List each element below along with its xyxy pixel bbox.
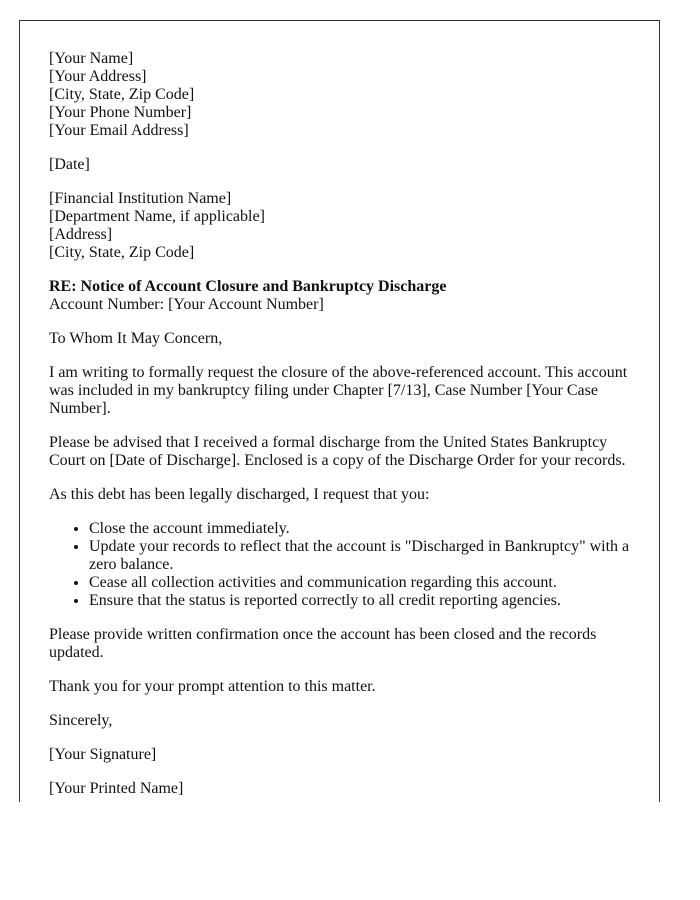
account-number: Account Number: [Your Account Number] — [49, 296, 324, 313]
list-item: • Cease all collection activities and communication regarding this account. — [89, 574, 631, 592]
sender-phone: [Your Phone Number] — [49, 104, 192, 121]
recipient-address: [Address] — [49, 226, 113, 243]
subject-block — [49, 278, 631, 314]
paragraph-discharge: Please be advised that I received a formal discharge from the United States Bankruptcy Court on [Date of Discharge]. Enclosed is a copy of the Discharge Order for your records. — [49, 434, 626, 469]
sender-city: [City, State, Zip Code] — [49, 86, 195, 103]
list-item: • Update your records to reflect that the account is "Discharged in Bankruptcy" with a zero balance. — [89, 538, 631, 574]
letter-page — [19, 20, 660, 802]
salutation: To Whom It May Concern, — [49, 330, 223, 347]
list-item: • Close the account immediately. — [89, 520, 631, 538]
subject-line: RE: Notice of Account Closure and Bankruptcy Discharge — [49, 278, 447, 295]
printed-name: [Your Printed Name] — [49, 780, 184, 797]
recipient-department: [Department Name, if applicable] — [49, 208, 265, 225]
recipient-institution: [Financial Institution Name] — [49, 190, 232, 207]
list-item: • Ensure that the status is reported correctly to all credit reporting agencies. — [89, 592, 631, 610]
paragraph-intro-list: As this debt has been legally discharged, I request that you: — [49, 486, 430, 503]
sender-name: [Your Name] — [49, 50, 134, 67]
sender-email: [Your Email Address] — [49, 122, 189, 139]
paragraph-confirmation: Please provide written confirmation once the account has been closed and the records updated. — [49, 626, 597, 661]
paragraph-request: I am writing to formally request the closure of the above-referenced account. This account was included in my bankruptcy filing under Chapter [7/13], Case Number [Your Case Number]. — [49, 364, 628, 417]
paragraph-thanks: Thank you for your prompt attention to this matter. — [49, 678, 376, 695]
sender-block — [49, 50, 631, 140]
closing: Sincerely, — [49, 712, 113, 729]
sender-address: [Your Address] — [49, 68, 147, 85]
recipient-block — [49, 190, 631, 262]
date: [Date] — [49, 156, 90, 173]
signature: [Your Signature] — [49, 746, 157, 763]
request-list — [49, 520, 631, 610]
recipient-city: [City, State, Zip Code] — [49, 244, 195, 261]
